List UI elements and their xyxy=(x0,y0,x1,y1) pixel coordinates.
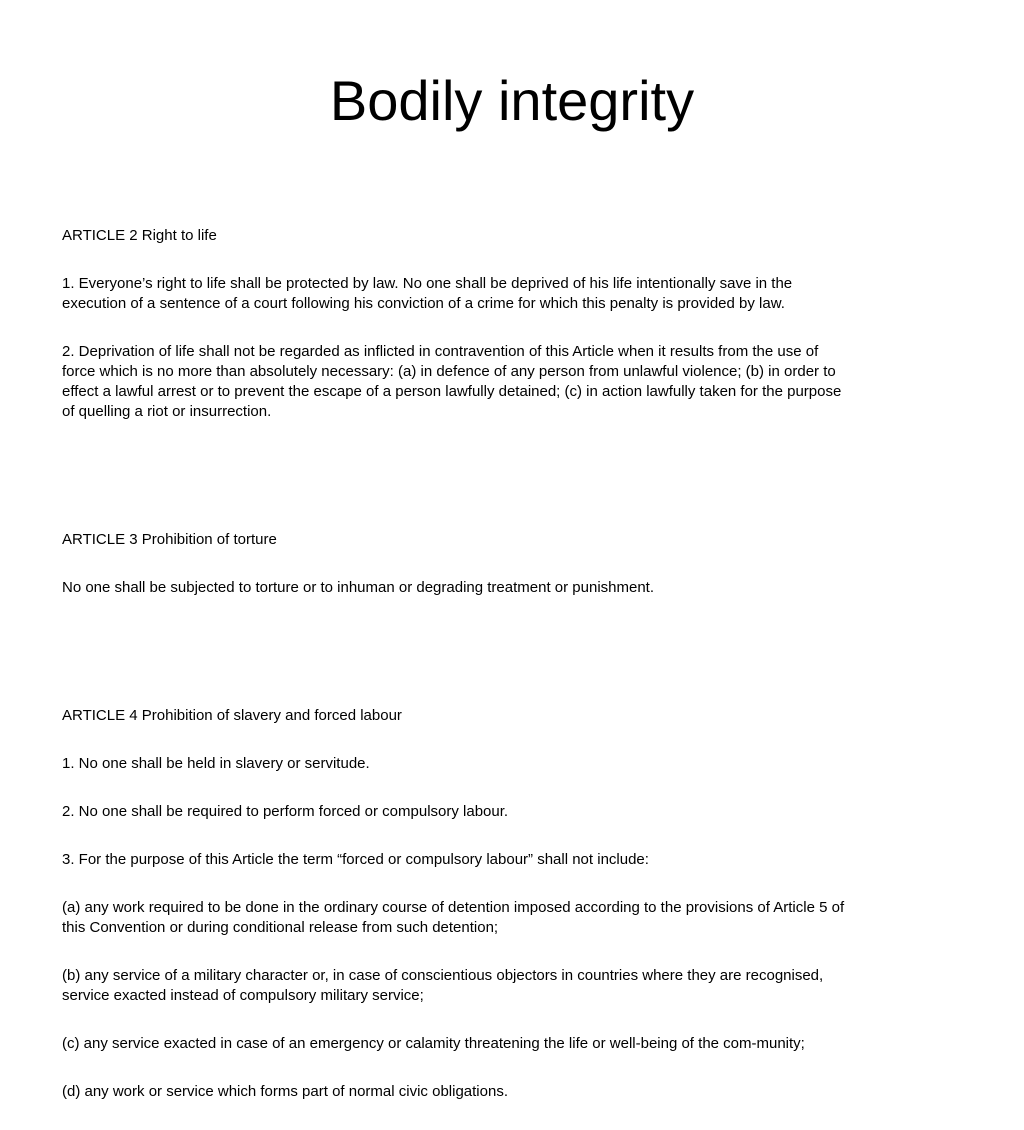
article-2-paragraph-2: 2. Deprivation of life shall not be regarded as inflicted in contravention of this Article when it results from the use of force which is no more than absolutely necessary: (a) in defence of any person from unlawful violence; (b) in order to effect a lawful arrest or to prevent the escape of a person lawfully detained; (c) in action lawfully taken for the purpose of quelling a riot or insurrection. xyxy=(62,343,842,420)
section-heading-article-2: ARTICLE 2 Right to life xyxy=(62,227,217,244)
article-4-item-b: (b) any service of a military character or, in case of conscientious objectors in countries where they are recognised, service exacted instead of compulsory military service; xyxy=(62,967,824,1004)
section-spacer xyxy=(62,626,962,646)
article-4-paragraph-1: 1. No one shall be held in slavery or servitude. xyxy=(62,755,370,772)
slide-body xyxy=(62,186,962,1130)
section-heading-article-4: ARTICLE 4 Prohibition of slavery and forced labour xyxy=(62,707,402,724)
section-spacer xyxy=(62,450,962,470)
article-4-item-d: (d) any work or service which forms part of normal civic obligations. xyxy=(62,1083,508,1100)
slide-title: Bodily integrity xyxy=(329,69,695,132)
section-heading-article-3: ARTICLE 3 Prohibition of torture xyxy=(62,531,277,548)
article-4-item-c: (c) any service exacted in case of an emergency or calamity threatening the life or well-being of the com-munity; xyxy=(62,1035,805,1052)
article-3-paragraph-1: No one shall be subjected to torture or to inhuman or degrading treatment or punishment. xyxy=(62,579,655,596)
article-4-paragraph-3: 3. For the purpose of this Article the term “forced or compulsory labour” shall not include: xyxy=(62,851,649,868)
article-4-paragraph-2: 2. No one shall be required to perform forced or compulsory labour. xyxy=(62,803,509,820)
article-2-paragraph-1: 1. Everyone’s right to life shall be protected by law. No one shall be deprived of his life intentionally save in the execution of a sentence of a court following his conviction of a crime for which this penalty is provided by law. xyxy=(62,275,793,312)
article-4-item-a: (a) any work required to be done in the ordinary course of detention imposed according to the provisions of Article 5 of this Convention or during conditional release from such detention; xyxy=(62,899,845,936)
